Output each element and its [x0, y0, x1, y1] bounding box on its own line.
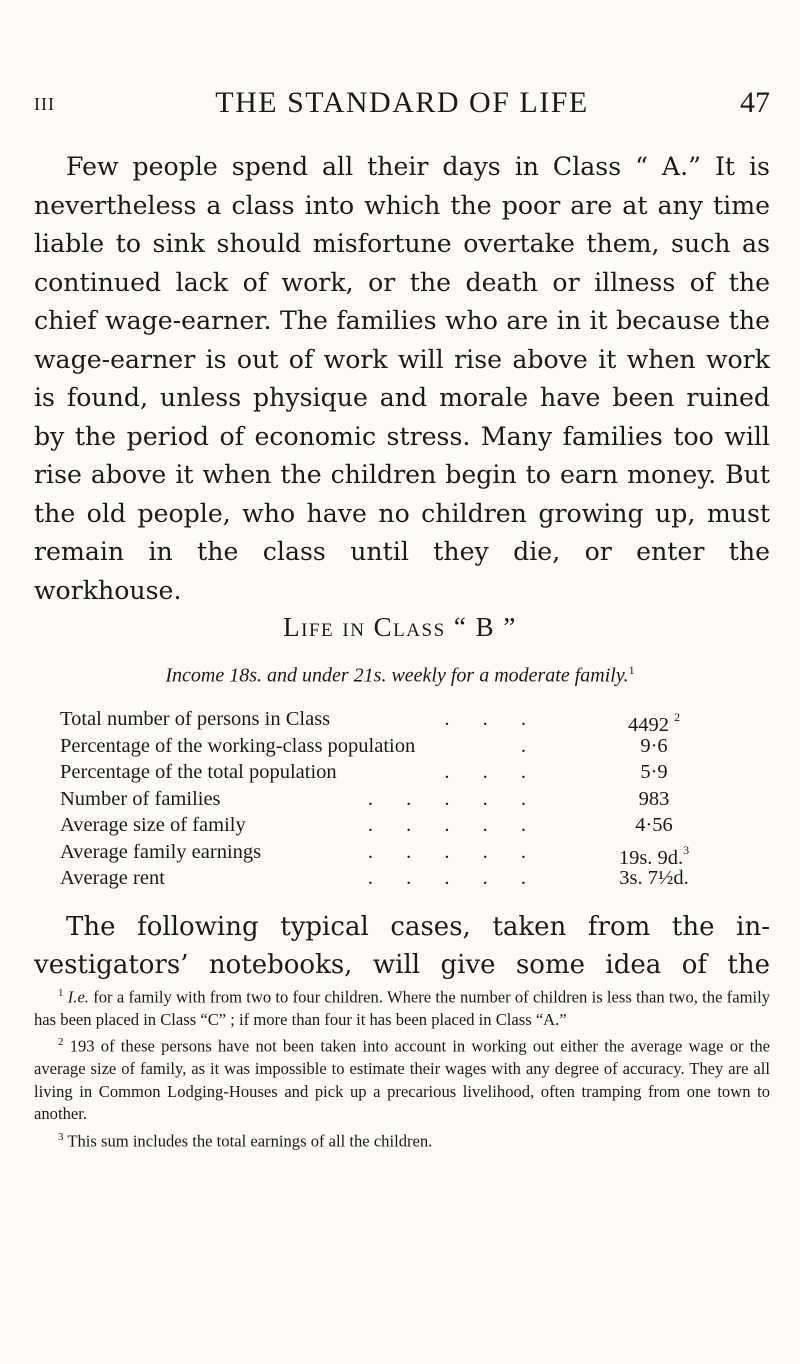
paragraph-line: vestigators’ notebooks, will give some idea of the: [34, 950, 770, 980]
table-row: [60, 812, 720, 839]
value-text: 4492: [627, 713, 669, 736]
section-heading-class: “ B ”: [453, 612, 517, 642]
statistics-table: [60, 706, 720, 892]
footnote-text: 193 of these persons have not been taken into account in working out either the average wage or the average size of family, as it was impossible to estimate their wages with any degree of accuracy. They are all living in Common Lodging-Houses and pick up a precarious livelihood, often tramping from one town to another.: [34, 1036, 770, 1124]
footnote-text: for a family with from two to four children. Where the number of children is less than two, the family has been placed in Class “C” ; if more than four it has been placed in Class “A.”: [34, 987, 771, 1029]
running-title: THE STANDARD OF LIFE: [215, 86, 589, 119]
leader-dots: . . . . .: [367, 867, 540, 889]
leader-dots: . . . . .: [367, 787, 540, 810]
row-value: 9·6: [640, 734, 668, 757]
row-label: Percentage of the working-class population: [60, 734, 416, 757]
section-heading: [0, 612, 800, 643]
page-number: 47: [740, 86, 770, 119]
value-text: 19s. 9d.: [618, 846, 684, 869]
footnote: [34, 982, 770, 1031]
section-subtitle: [0, 663, 800, 688]
footnote-lead: I.e.: [67, 987, 89, 1007]
subtitle-text: Income 18s. and under 21s. weekly for a moderate family.: [165, 664, 629, 687]
row-label: Average size of family: [60, 814, 246, 836]
chapter-number: III: [34, 94, 55, 114]
row-label: Number of families: [60, 787, 221, 810]
leader-dots: . . . . .: [367, 814, 540, 836]
row-value: 4·56: [635, 814, 673, 836]
table-row: [60, 759, 720, 786]
row-value: 3s. 7½d.: [619, 867, 689, 889]
table-row: [60, 733, 720, 760]
table-row: [60, 706, 720, 736]
leader-dots: . . .: [444, 761, 540, 783]
footnote-number: 3: [58, 1130, 64, 1143]
footnote-number: 2: [58, 1036, 64, 1049]
footnote-ref-3: 3: [683, 842, 690, 857]
row-label: Average family earnings: [60, 840, 262, 863]
section-heading-prefix: Life in Class: [283, 612, 446, 642]
row-value: 5·9: [640, 761, 668, 783]
footnote-ref-2: 2: [674, 710, 681, 724]
leader-dots: . . .: [444, 708, 540, 730]
footnote-ref-1: 1: [628, 663, 635, 677]
page-header: [34, 86, 770, 126]
table-row: [60, 839, 720, 869]
table-row: [60, 865, 720, 892]
footnote-number: 1: [58, 987, 64, 999]
body-paragraph-1: Few people spend all their days in Class “ A.” It is nevertheless a class into which the poor are at any time liable to sink should misfortune overtake them, such as continued lack of work, or the death or illness of the chief wage-earner. The families who are in it because the wage-earner is out of work will rise above it when work is found, unless physique and morale have been ruined by the period of economic stress. Many families too will rise above it when the children begin to earn money. But the old people, who have no children growing up, must remain in the class until they die, or enter the workhouse.: [34, 152, 770, 605]
row-label: Total number of persons in Class: [60, 708, 331, 730]
row-value: 983: [638, 787, 670, 810]
footnote: [34, 1031, 770, 1125]
table-row: [60, 786, 720, 813]
footnotes: [34, 982, 770, 1152]
footnote: [34, 1126, 770, 1153]
row-label: Average rent: [60, 867, 165, 889]
row-label: Percentage of the total population: [60, 761, 337, 783]
footnote-text: This sum includes the total earnings of all the children.: [67, 1131, 433, 1151]
leader-dots: . . . . .: [367, 840, 540, 863]
paragraph-line: The following typical cases, taken from the in-: [66, 912, 770, 942]
leader-dots: .: [520, 734, 540, 757]
body-paragraph-2: [34, 908, 770, 984]
